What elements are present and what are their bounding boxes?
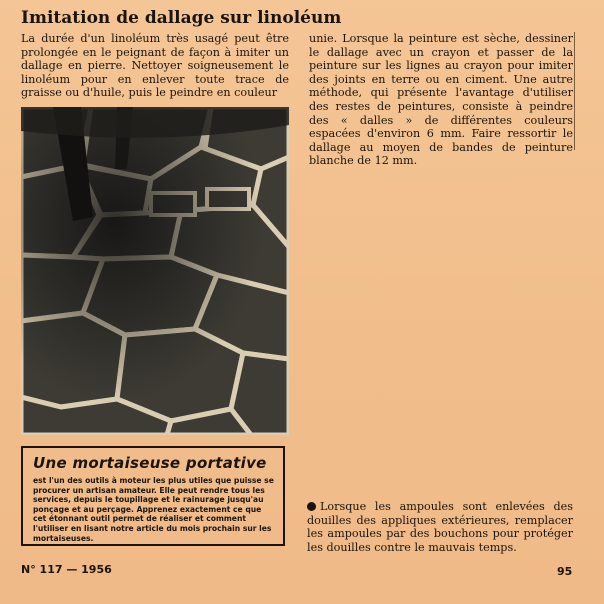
tip-note-text: Lorsque les ampoules sont enlevées des douilles des appliques extérieures, remplacer les ampoules par des bouchons pour protéger les douilles contre le mauvais temps. [307, 500, 573, 554]
promo-text: est l'un des outils à moteur les plus utiles que puisse se procurer un artisan amateur. Elle peut rendre tous les services, depuis le toupillage et le rainurage jusqu'au ponçage et au perçage. Apprenez exactement ce que cet étonnant outil permet de réaliser et comment l'utiliser en lisant notre article du mois prochain sur les mortaiseuses. [33, 476, 274, 543]
issue-number: N° 117 — 1956 [21, 563, 112, 576]
article-left-column: La durée d'un linoléum très usagé peut être prolongée en le peignant de façon à imiter un dallage en pierre. Nettoyer soigneusement le linoléum pour en enlever toute trace de graisse ou d'huile, puis le peindre en couleur [21, 32, 289, 100]
linoleum-photo [21, 107, 289, 435]
article-title: Imitation de dallage sur linoléum [21, 8, 342, 28]
page-number: 95 [557, 565, 573, 578]
flagstone-floor-illustration [21, 107, 289, 435]
tip-note [307, 500, 573, 554]
column-rule [574, 32, 575, 150]
bullet-icon [307, 502, 316, 511]
promo-title: Une mortaiseuse portative [33, 454, 267, 472]
article-right-column: unie. Lorsque la peinture est sèche, dessiner le dallage avec un crayon et passer de la peinture sur les lignes au crayon pour imiter des joints en terre ou en ciment. Une autre méthode, qui présente l'avantage d'utiliser des restes de peintures, consiste à peindre des « dalles » de différentes couleurs espacées d'environ 6 mm. Faire ressortir le dallage au moyen de bandes de peinture blanche de 12 mm. [309, 32, 573, 168]
promo-box [21, 446, 285, 546]
